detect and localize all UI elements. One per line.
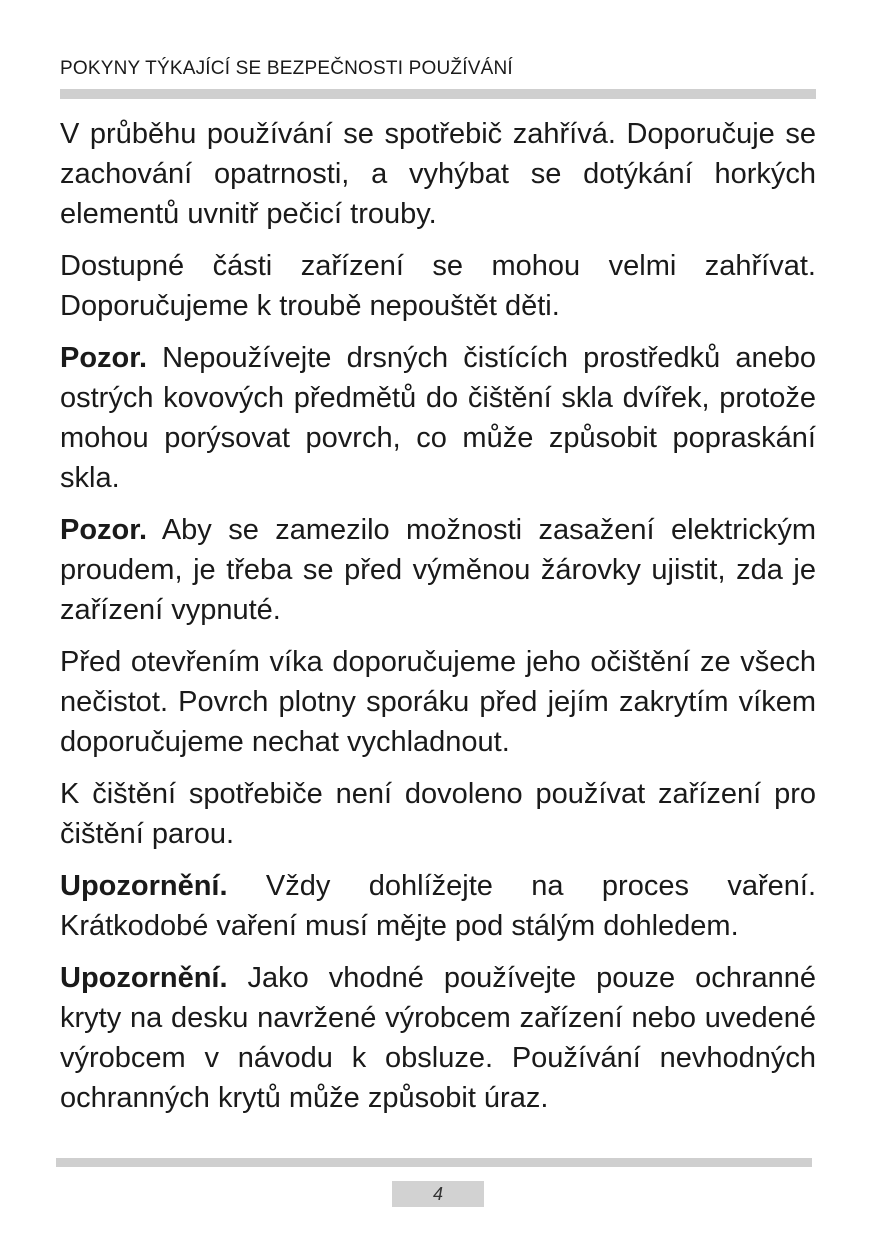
safety-instructions (60, 114, 816, 1130)
paragraph-text: K čištění spotřebiče není dovoleno používat zařízení pro čištění parou. (60, 778, 816, 850)
notice-paragraph (60, 958, 816, 1118)
page-title: POKYNY TÝKAJÍCÍ SE BEZPEČNOSTI POUŽÍVÁNÍ (60, 58, 513, 79)
notice-label: Upozornění. (60, 962, 228, 994)
footer-divider (56, 1158, 812, 1167)
paragraph-text: Nepoužívejte drsných čistících prostředků anebo ostrých kovových předmětů do čištění skla dvířek, protože mohou porýsovat povrch, co může způsobit popraskání skla. (60, 342, 816, 494)
paragraph-text: V průběhu používání se spotřebič zahřívá. Doporučuje se zachování opatrnosti, a vyhýbat se dotýkání horkých elementů uvnitř pečicí trouby. (60, 118, 816, 230)
warning-label: Pozor. (60, 514, 148, 546)
page-number: 4 (392, 1181, 484, 1207)
warning-label: Pozor. (60, 342, 148, 374)
paragraph-text: Jako vhodné používejte pouze ochranné kryty na desku navržené výrobcem zařízení nebo uvedené výrobcem v návodu k obsluze. Používání nevhodných ochranných krytů může způsobit úraz. (60, 962, 816, 1114)
paragraph (60, 774, 816, 854)
warning-paragraph (60, 510, 816, 630)
paragraph (60, 114, 816, 234)
notice-paragraph (60, 866, 816, 946)
paragraph-text: Dostupné části zařízení se mohou velmi zahřívat. Doporučujeme k troubě nepouštět děti. (60, 250, 816, 322)
paragraph (60, 642, 816, 762)
paragraph (60, 246, 816, 326)
warning-paragraph (60, 338, 816, 498)
notice-label: Upozornění. (60, 870, 228, 902)
paragraph-text: Před otevřením víka doporučujeme jeho očištění ze všech nečistot. Povrch plotny sporáku před jejím zakrytím víkem doporučujeme nechat vychladnout. (60, 646, 816, 758)
header-divider (60, 89, 816, 99)
paragraph-text: Aby se zamezilo možnosti zasažení elektrickým proudem, je třeba se před výměnou žárovky ujistit, zda je zařízení vypnuté. (60, 514, 816, 626)
paragraph-text: Vždy dohlížejte na proces vaření. Krátkodobé vaření musí mějte pod stálým dohledem. (60, 870, 816, 942)
